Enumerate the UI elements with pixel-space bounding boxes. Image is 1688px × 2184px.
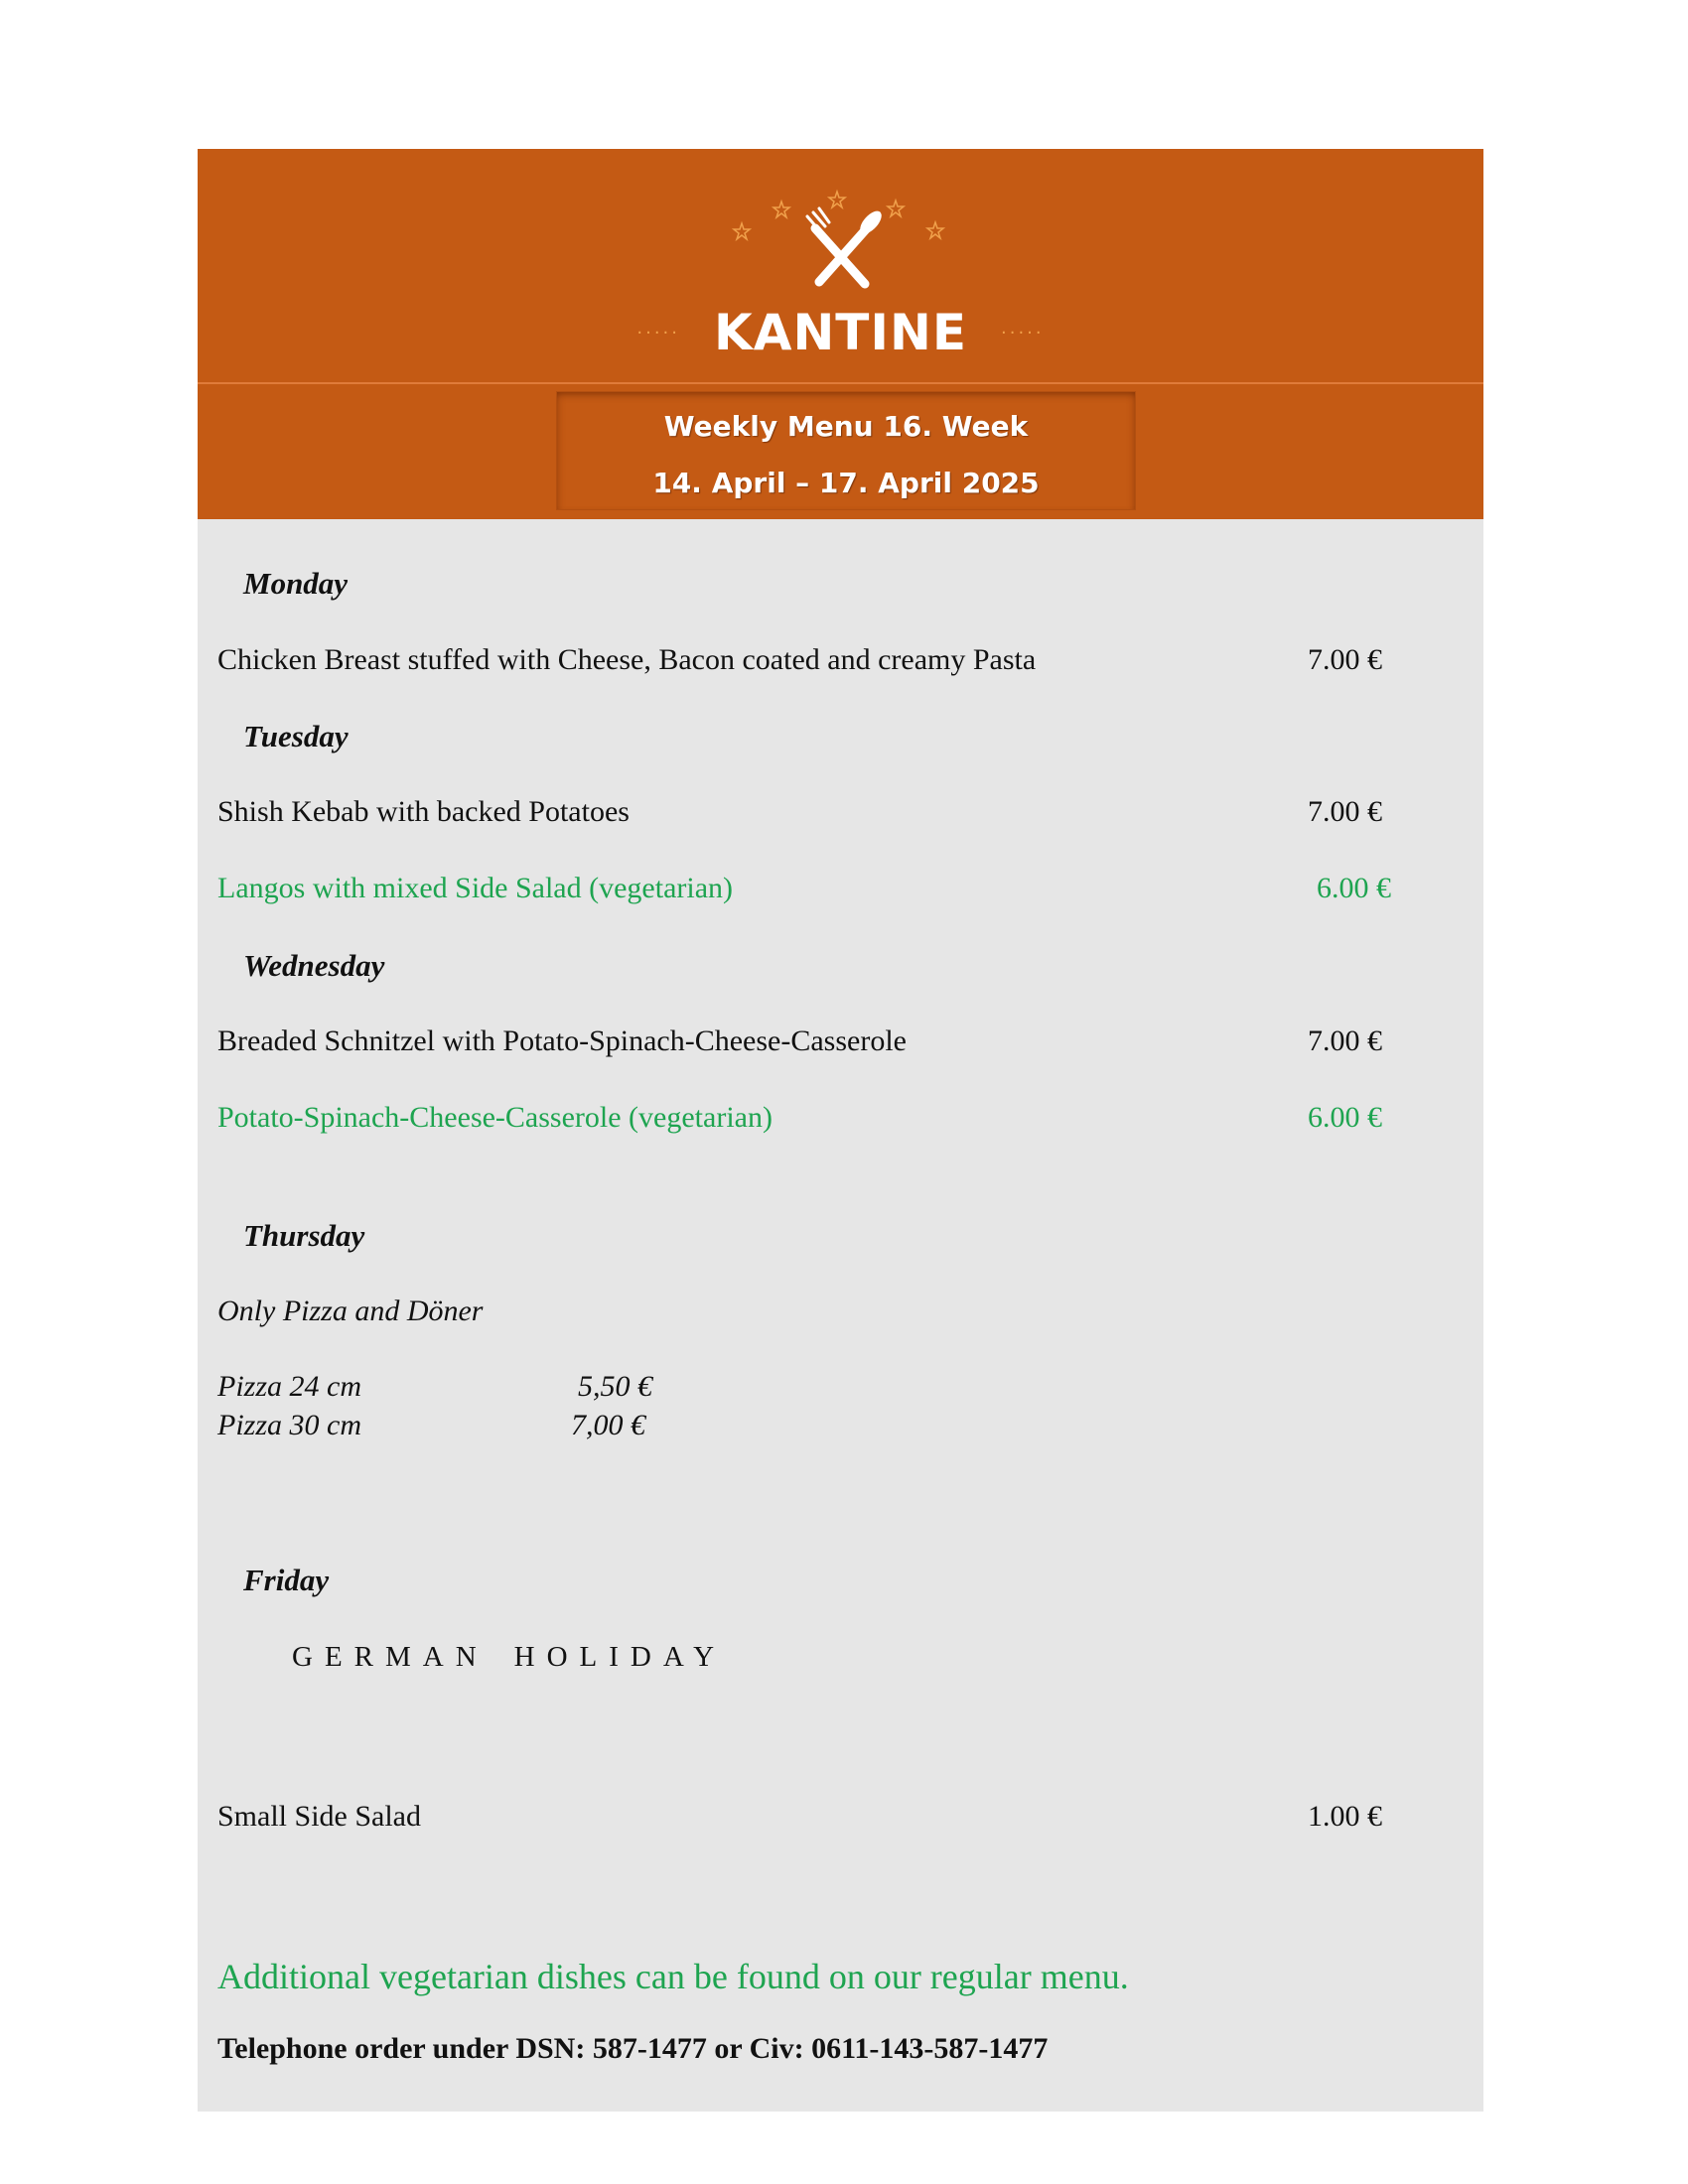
friday-holiday-notice (292, 1641, 726, 1674)
holiday-word: HOLIDAY (513, 1641, 727, 1673)
day-heading-thursday: Thursday (243, 1218, 365, 1253)
week-subtitle-box (556, 391, 1136, 510)
thursday-intro: Only Pizza and Döner (217, 1295, 484, 1327)
dish-price: 7.00 € (1308, 795, 1382, 828)
dish-name: Breaded Schnitzel with Potato-Spinach-Cheese-Casserole (217, 1024, 907, 1057)
pizza-size: Pizza 24 cm (217, 1370, 361, 1403)
dish-name: Chicken Breast stuffed with Cheese, Bacon coated and creamy Pasta (217, 643, 1037, 676)
decorative-dots-right: ····· (1001, 322, 1045, 343)
holiday-word: GERMAN (292, 1641, 489, 1673)
side-salad-price: 1.00 € (1308, 1800, 1382, 1833)
decorative-dots-left: ····· (636, 322, 680, 343)
phone-order-info: Telephone order under DSN: 587-1477 or Civ: 0611-143-587-1477 (217, 2032, 1049, 2065)
dish-price: 7.00 € (1308, 643, 1382, 676)
dish-price-vegetarian: 6.00 € (1317, 872, 1391, 904)
pizza-size: Pizza 30 cm (217, 1409, 361, 1441)
day-heading-tuesday: Tuesday (243, 719, 349, 753)
week-date-range: 14. April – 17. April 2025 (652, 467, 1040, 499)
day-heading-friday: Friday (243, 1563, 330, 1597)
dish-name: Shish Kebab with backed Potatoes (217, 795, 630, 828)
header-divider (198, 382, 1483, 384)
brand-title: KANTINE (714, 304, 967, 361)
menu-sheet (198, 149, 1483, 2112)
crossed-fork-knife-icon (730, 187, 951, 296)
dish-price-vegetarian: 6.00 € (1308, 1101, 1382, 1134)
header-banner (198, 149, 1483, 519)
day-heading-monday: Monday (243, 566, 349, 601)
brand-row (198, 298, 1483, 367)
star-icon (734, 192, 943, 239)
day-heading-wednesday: Wednesday (243, 948, 385, 983)
dish-name-vegetarian: Langos with mixed Side Salad (vegetarian) (217, 872, 734, 904)
pizza-price: 7,00 € (571, 1409, 645, 1441)
side-salad-name: Small Side Salad (217, 1800, 421, 1833)
dish-price: 7.00 € (1308, 1024, 1382, 1057)
pizza-price: 5,50 € (578, 1370, 652, 1403)
vegetarian-note: Additional vegetarian dishes can be found on our regular menu. (217, 1957, 1129, 1996)
week-title: Weekly Menu 16. Week (663, 410, 1029, 443)
dish-name-vegetarian: Potato-Spinach-Cheese-Casserole (vegetarian) (217, 1101, 773, 1134)
